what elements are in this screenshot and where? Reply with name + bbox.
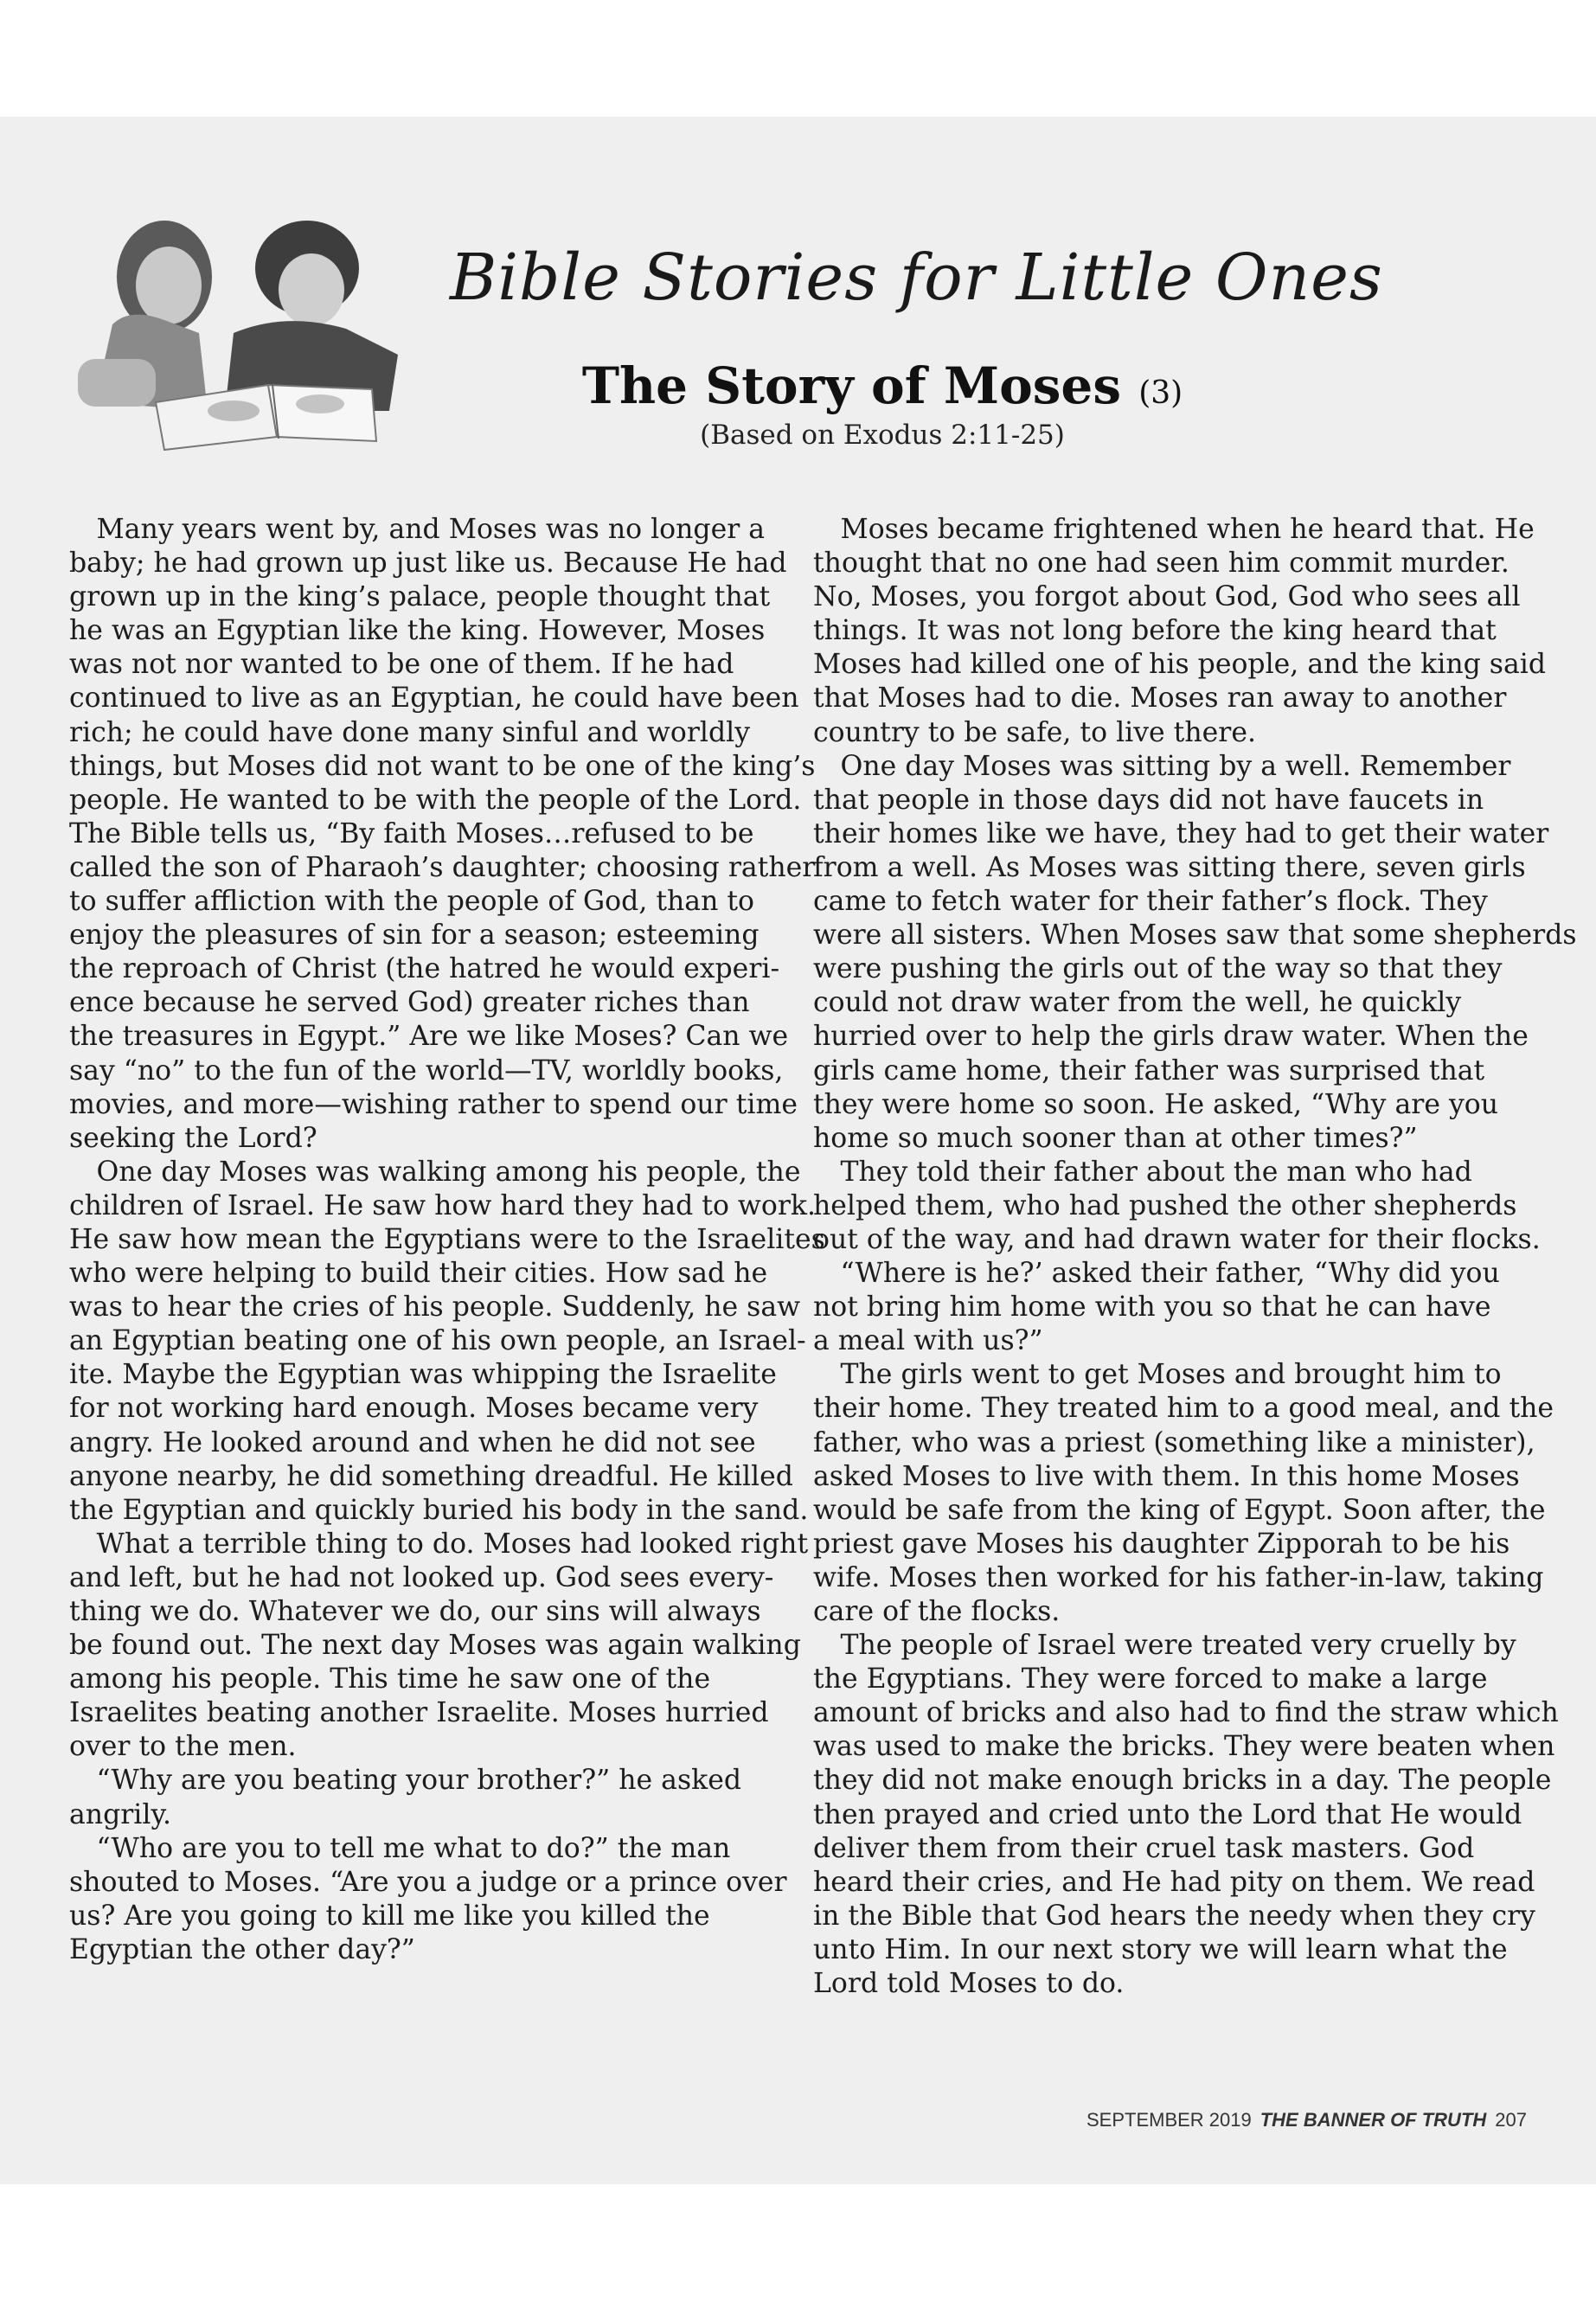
- text-line: be found out. The next day Moses was again walking: [69, 1630, 801, 1662]
- text-line: They told their father about the man who had: [813, 1156, 1472, 1188]
- scripture-reference: (Based on Exodus 2:11-25): [700, 420, 1065, 451]
- text-line: say “no” to the fun of the world—TV, worldly books,: [69, 1054, 784, 1086]
- text-line: enjoy the pleasures of sin for a season; esteeming: [69, 920, 760, 952]
- text-line: who were helping to build their cities. How sad he: [69, 1258, 768, 1290]
- text-line: care of the flocks.: [813, 1596, 1061, 1627]
- text-line: the reproach of Christ (the hatred he would experi-: [69, 953, 780, 985]
- text-line: was not nor wanted to be one of them. If he had: [69, 649, 734, 681]
- text-line: priest gave Moses his daughter Zipporah to be his: [813, 1528, 1510, 1560]
- footer-date: SEPTEMBER 2019: [1086, 2109, 1252, 2131]
- text-line: Lord told Moses to do.: [813, 1968, 1125, 2000]
- text-line: to suffer affliction with the people of God, than to: [69, 886, 754, 918]
- text-line: would be safe from the king of Egypt. Soon after, the: [813, 1494, 1546, 1526]
- text-line: anyone nearby, he did something dreadful. He killed: [69, 1460, 793, 1492]
- text-line: The people of Israel were treated very cruelly by: [813, 1630, 1516, 1662]
- text-line: things. It was not long before the king heard that: [813, 615, 1497, 647]
- text-line: children of Israel. He saw how hard they had to work.: [69, 1189, 817, 1221]
- text-line: thing we do. Whatever we do, our sins will always: [69, 1596, 761, 1627]
- text-line: the Egyptian and quickly buried his body in the sand.: [69, 1494, 809, 1526]
- text-line: from a well. As Moses was sitting there, seven girls: [813, 851, 1526, 883]
- text-line: baby; he had grown up just like us. Because He had: [69, 548, 787, 580]
- text-line: Moses had killed one of his people, and the king said: [813, 649, 1546, 681]
- text-line: called the son of Pharaoh’s daughter; choosing rather: [69, 851, 816, 883]
- text-line: thought that no one had seen him commit murder.: [813, 548, 1509, 580]
- text-line: not bring him home with you so that he can have: [813, 1292, 1491, 1324]
- text-line: over to the men.: [69, 1731, 297, 1763]
- text-line: continued to live as an Egyptian, he could have been: [69, 683, 799, 715]
- text-line: heard their cries, and He had pity on them. We read: [813, 1866, 1535, 1898]
- text-line: the Egyptians. They were forced to make a large: [813, 1663, 1488, 1695]
- text-line: Israelites beating another Israelite. Moses hurried: [69, 1697, 769, 1729]
- text-line: things, but Moses did not want to be one of the king’s: [69, 750, 816, 782]
- text-line: out of the way, and had drawn water for their flocks.: [813, 1223, 1541, 1255]
- text-line: deliver them from their cruel task masters. God: [813, 1832, 1475, 1864]
- text-line: and left, but he had not looked up. God sees every-: [69, 1561, 774, 1593]
- text-line: their homes like we have, they had to get their water: [813, 817, 1549, 849]
- text-line: us? Are you going to kill me like you killed the: [69, 1900, 710, 1932]
- text-line: movies, and more—wishing rather to spend our time: [69, 1088, 798, 1120]
- text-line: One day Moses was walking among his people, the: [69, 1156, 801, 1188]
- text-line: ite. Maybe the Egyptian was whipping the Israelite: [69, 1359, 777, 1391]
- text-line: were pushing the girls out of the way so that they: [813, 953, 1503, 985]
- story-part-number: (3): [1138, 375, 1183, 411]
- story-title: [571, 356, 1194, 415]
- text-line: came to fetch water for their father’s flock. They: [813, 886, 1488, 918]
- text-line: in the Bible that God hears the needy when they cry: [813, 1900, 1535, 1932]
- text-line: they were home so soon. He asked, “Why are you: [813, 1088, 1499, 1120]
- text-line: ence because he served God) greater riches than: [69, 987, 750, 1019]
- text-line: The Bible tells us, “By faith Moses…refused to be: [69, 817, 754, 849]
- text-line: helped them, who had pushed the other shepherds: [813, 1189, 1517, 1221]
- text-line: the treasures in Egypt.” Are we like Moses? Can we: [69, 1021, 789, 1053]
- left-column: [69, 513, 848, 1967]
- series-title: Bible Stories for Little Ones: [450, 240, 1383, 315]
- text-line: then prayed and cried unto the Lord that He would: [813, 1798, 1522, 1830]
- text-line: home so much sooner than at other times?”: [813, 1122, 1418, 1154]
- footer-page-number: 207: [1495, 2109, 1527, 2131]
- text-line: Egyptian the other day?”: [69, 1933, 415, 1965]
- text-line: hurried over to help the girls draw water. When the: [813, 1021, 1529, 1053]
- text-line: was used to make the bricks. They were beaten when: [813, 1731, 1555, 1763]
- text-line: people. He wanted to be with the people of the Lord.: [69, 784, 802, 816]
- text-line: shouted to Moses. “Are you a judge or a prince over: [69, 1866, 787, 1898]
- right-column: [813, 513, 1592, 2001]
- text-line: was to hear the cries of his people. Suddenly, he saw: [69, 1292, 801, 1324]
- text-line: Many years went by, and Moses was no longer a: [69, 514, 766, 545]
- text-line: that Moses had to die. Moses ran away to another: [813, 683, 1507, 715]
- text-line: asked Moses to live with them. In this home Moses: [813, 1460, 1520, 1492]
- text-line: they did not make enough bricks in a day. The people: [813, 1765, 1552, 1797]
- text-line: The girls went to get Moses and brought him to: [813, 1359, 1502, 1391]
- footer-publication: THE BANNER OF TRUTH: [1259, 2109, 1487, 2131]
- text-line: angry. He looked around and when he did not see: [69, 1426, 756, 1458]
- text-line: amount of bricks and also had to find the straw which: [813, 1697, 1559, 1729]
- children-reading-bible-illustration: [61, 203, 445, 454]
- text-line: “Who are you to tell me what to do?” the man: [69, 1832, 731, 1864]
- text-line: their home. They treated him to a good meal, and the: [813, 1393, 1554, 1425]
- text-line: could not draw water from the well, he quickly: [813, 987, 1462, 1019]
- text-line: among his people. This time he saw one of the: [69, 1663, 711, 1695]
- page-footer: [1086, 2109, 1527, 2131]
- text-line: girls came home, their father was surprised that: [813, 1054, 1485, 1086]
- text-line: He saw how mean the Egyptians were to the Israelites: [69, 1223, 825, 1255]
- text-line: father, who was a priest (something like a minister),: [813, 1426, 1535, 1458]
- text-line: for not working hard enough. Moses became very: [69, 1393, 759, 1425]
- text-line: No, Moses, you forgot about God, God who sees all: [813, 581, 1521, 613]
- text-line: One day Moses was sitting by a well. Remember: [813, 750, 1511, 782]
- text-line: Moses became frightened when he heard that. He: [813, 514, 1535, 545]
- text-line: grown up in the king’s palace, people thought that: [69, 581, 771, 613]
- text-line: angrily.: [69, 1798, 172, 1830]
- text-line: “Where is he?’ asked their father, “Why did you: [813, 1258, 1500, 1290]
- text-line: wife. Moses then worked for his father-in-law, taking: [813, 1561, 1544, 1593]
- story-title-text: The Story of Moses: [581, 356, 1121, 415]
- text-line: “Why are you beating your brother?” he asked: [69, 1765, 742, 1797]
- text-line: country to be safe, to live there.: [813, 716, 1256, 748]
- text-line: were all sisters. When Moses saw that some shepherds: [813, 920, 1577, 952]
- text-line: he was an Egyptian like the king. However, Moses: [69, 615, 766, 647]
- text-line: rich; he could have done many sinful and worldly: [69, 716, 751, 748]
- text-line: that people in those days did not have faucets in: [813, 784, 1484, 816]
- text-line: seeking the Lord?: [69, 1122, 317, 1154]
- text-line: a meal with us?”: [813, 1325, 1043, 1357]
- text-line: unto Him. In our next story we will learn what the: [813, 1933, 1508, 1965]
- text-line: What a terrible thing to do. Moses had looked right: [69, 1528, 809, 1560]
- text-line: an Egyptian beating one of his own people, an Israel-: [69, 1325, 806, 1357]
